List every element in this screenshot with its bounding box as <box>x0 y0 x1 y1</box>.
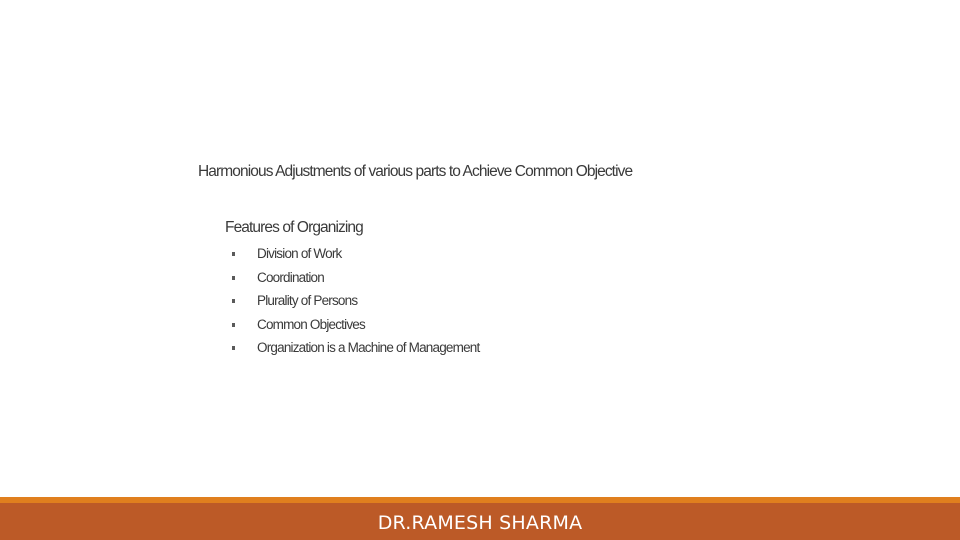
features-subheading: Features of Organizing <box>225 219 363 236</box>
bullet-icon <box>232 346 235 350</box>
list-item-text: Coordination <box>257 269 324 285</box>
bullet-icon <box>232 276 235 280</box>
slide-heading: Harmonious Adjustments of various parts to Achieve Common Objective <box>198 163 633 180</box>
bullet-icon <box>232 323 235 327</box>
list-item-text: Organization is a Machine of Management <box>257 340 480 355</box>
list-item-text: Common Objectives <box>257 316 365 332</box>
list-item-text: Plurality of Persons <box>257 293 358 308</box>
footer-author: DR.RAMESH SHARMA <box>377 512 583 534</box>
bullet-icon <box>232 299 235 303</box>
bullet-icon <box>232 252 235 256</box>
list-item-text: Division of Work <box>257 246 342 261</box>
